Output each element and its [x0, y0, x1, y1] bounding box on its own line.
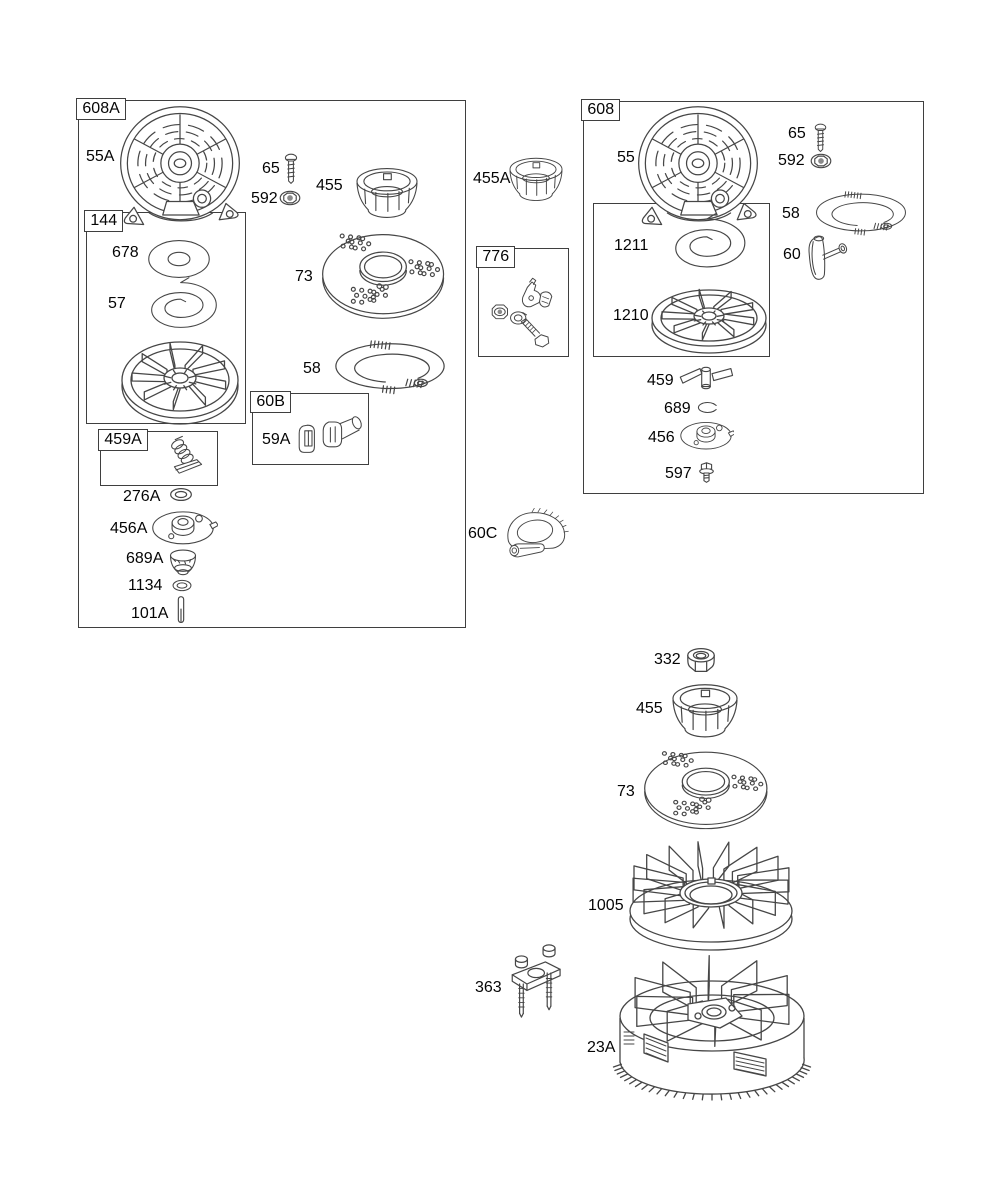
box-label-60B: 60B — [250, 391, 290, 413]
callout-678: 678 — [112, 244, 139, 261]
callout-65-left: 65 — [262, 160, 280, 177]
callout-459: 459 — [647, 372, 674, 389]
starter-cup-455-bottom-illustration — [673, 685, 737, 737]
flywheel-nut-332-illustration — [688, 649, 714, 672]
callout-73-bottom: 73 — [617, 783, 635, 800]
callout-55A: 55A — [86, 148, 115, 165]
callout-597: 597 — [665, 465, 692, 482]
box-label-459A: 459A — [98, 429, 147, 451]
callout-58-left: 58 — [303, 360, 321, 377]
callout-1210: 1210 — [613, 307, 649, 324]
box-label-776: 776 — [476, 246, 515, 268]
rewind-screen-73-bottom-illustration — [645, 752, 767, 829]
callout-59A: 59A — [262, 431, 291, 448]
callout-101A: 101A — [131, 605, 169, 622]
callout-73-left: 73 — [295, 268, 313, 285]
callout-689A: 689A — [126, 550, 164, 567]
tab-anchor-776 — [478, 248, 567, 355]
callout-55: 55 — [617, 149, 635, 166]
callout-363: 363 — [475, 979, 502, 996]
starter-cup-455A-illustration — [510, 158, 562, 200]
callout-1005: 1005 — [588, 897, 624, 914]
box-label-144: 144 — [84, 210, 123, 232]
callout-276A: 276A — [123, 488, 161, 505]
callout-1134: 1134 — [128, 577, 163, 594]
callout-455A: 455A — [473, 170, 511, 187]
callout-456: 456 — [648, 429, 675, 446]
starter-grip-60C-illustration — [508, 508, 568, 557]
callout-456A: 456A — [110, 520, 148, 537]
callout-60: 60 — [783, 246, 801, 263]
box-label-608: 608 — [581, 99, 620, 121]
callout-592-right: 592 — [778, 152, 805, 169]
bolt-pair-363-illustration — [512, 945, 560, 1017]
tab-anchor-459A — [100, 431, 216, 484]
callout-332: 332 — [654, 651, 681, 668]
callout-689: 689 — [664, 400, 691, 417]
flywheel-23A-illustration — [614, 956, 811, 1100]
callout-60C: 60C — [468, 525, 498, 542]
callout-455-left: 455 — [316, 177, 343, 194]
callout-23A: 23A — [587, 1039, 616, 1056]
callout-57: 57 — [108, 295, 126, 312]
box-label-608A: 608A — [76, 98, 125, 120]
callout-1211: 1211 — [614, 237, 649, 254]
callout-65-right: 65 — [788, 125, 806, 142]
callout-592-left: 592 — [251, 190, 278, 207]
tab-anchor-60B — [252, 393, 367, 463]
callout-58-right: 58 — [782, 205, 800, 222]
flywheel-fan-1005-illustration — [630, 842, 792, 950]
callout-455-bottom: 455 — [636, 700, 663, 717]
tab-anchor-144 — [86, 212, 244, 422]
